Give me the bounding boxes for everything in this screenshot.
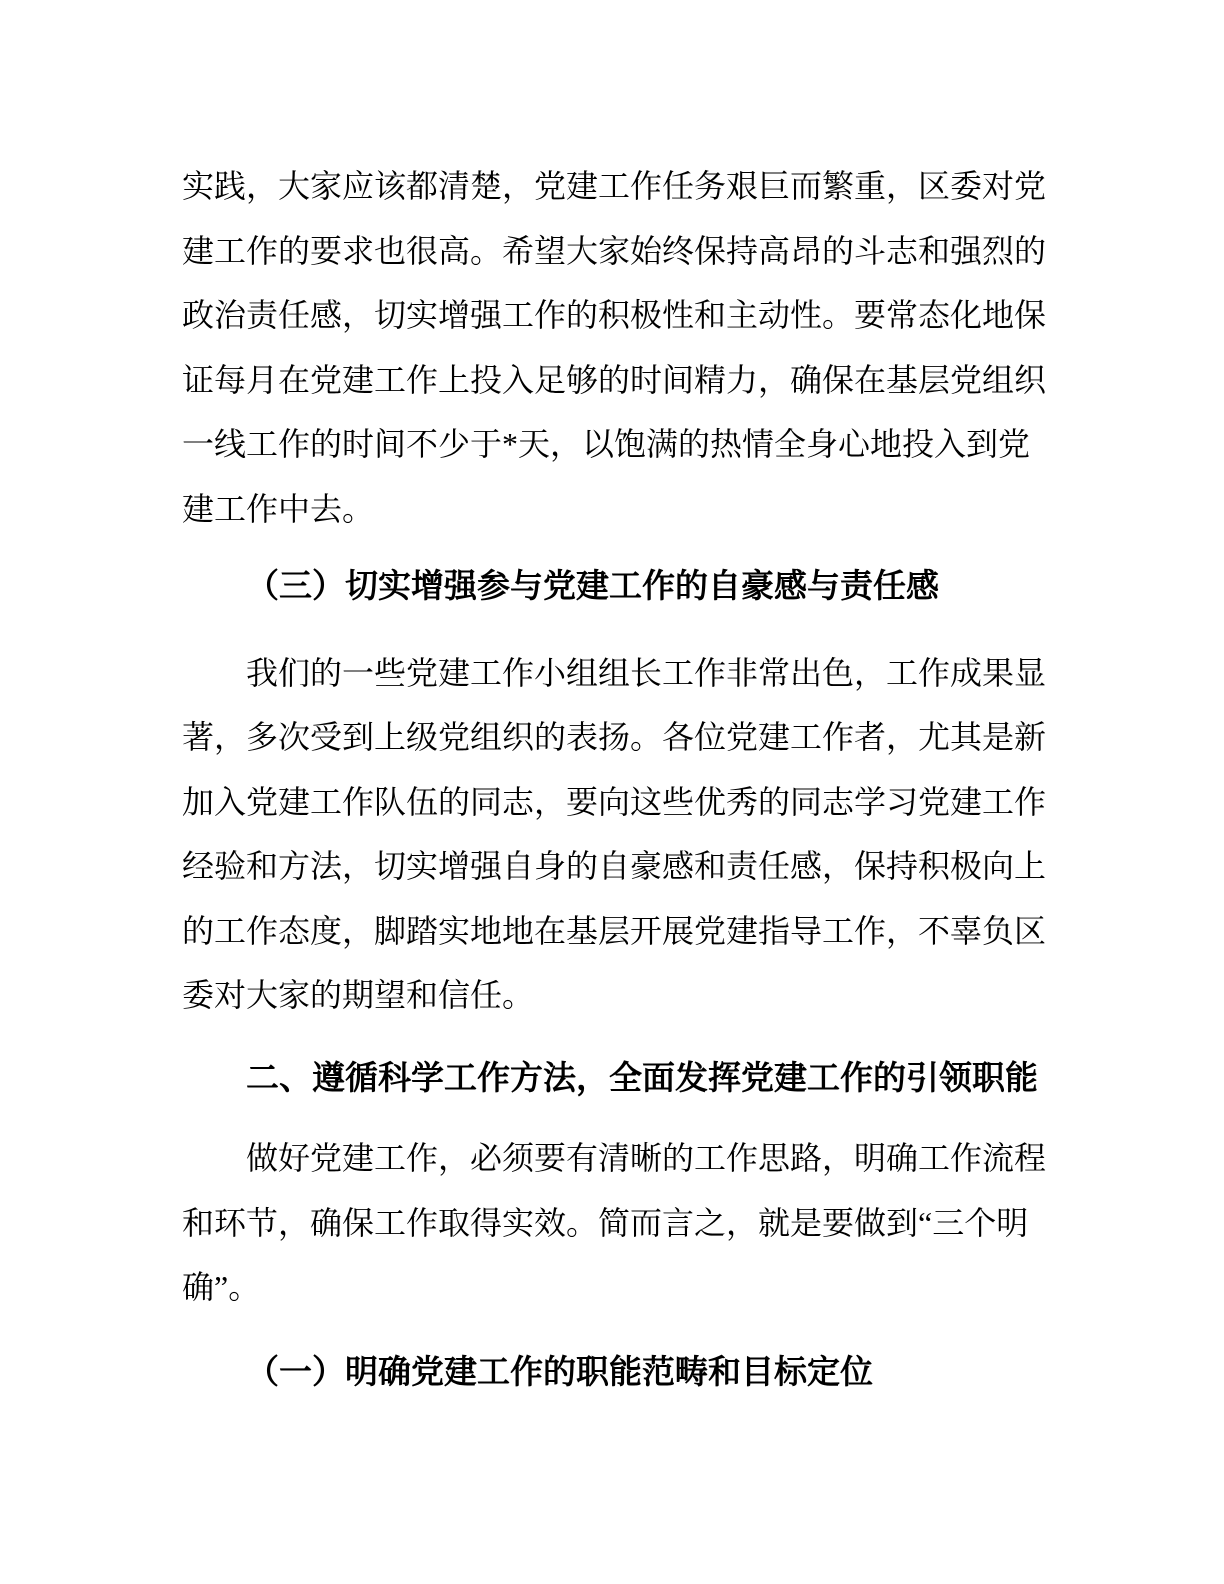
text-line: 经验和方法，切实增强自身的自豪感和责任感，保持积极向上 [182,848,1047,884]
heading-subsection-3: （三）切实增强参与党建工作的自豪感与责任感 [246,567,939,604]
text-line: 证每月在党建工作上投入足够的时间精力，确保在基层党组织 [182,361,1047,398]
text-line: 加入党建工作队伍的同志，要向这些优秀的同志学习党建工作 [182,783,1047,820]
text-line: 我们的一些党建工作小组组长工作非常出色，工作成果显 [246,654,1047,691]
text-line: 委对大家的期望和信任。 [182,977,535,1013]
paragraph [182,1126,1048,1320]
text-line: 实践，大家应该都清楚，党建工作任务艰巨而繁重，区委对党 [182,168,1047,204]
heading-section-2: 二、遵循科学工作方法，全面发挥党建工作的引领职能 [246,1058,1038,1096]
text-line: 著，多次受到上级党组织的表扬。各位党建工作者，尤其是新 [182,719,1047,755]
document-content [182,154,1048,1404]
text-line: 做好党建工作，必须要有清晰的工作思路，明确工作流程 [246,1140,1047,1176]
heading-subsection-1: （一）明确党建工作的职能范畴和目标定位 [246,1352,873,1390]
paragraph [182,641,1048,1028]
paragraph-continuation [182,154,1048,541]
text-line: 和环节，确保工作取得实效。简而言之，就是要做到“三个明 [182,1204,1029,1241]
text-line: 建工作的要求也很高。希望大家始终保持高昂的斗志和强烈的 [182,232,1047,269]
text-line: 政治责任感，切实增强工作的积极性和主动性。要常态化地保 [182,297,1047,333]
text-line: 建工作中去。 [182,490,375,527]
text-line: 的工作态度，脚踏实地地在基层开展党建指导工作，不辜负区 [182,912,1047,949]
text-line: 一线工作的时间不少于*天，以饱满的热情全身心地投入到党 [182,426,1031,462]
text-line: 确”。 [182,1269,261,1305]
